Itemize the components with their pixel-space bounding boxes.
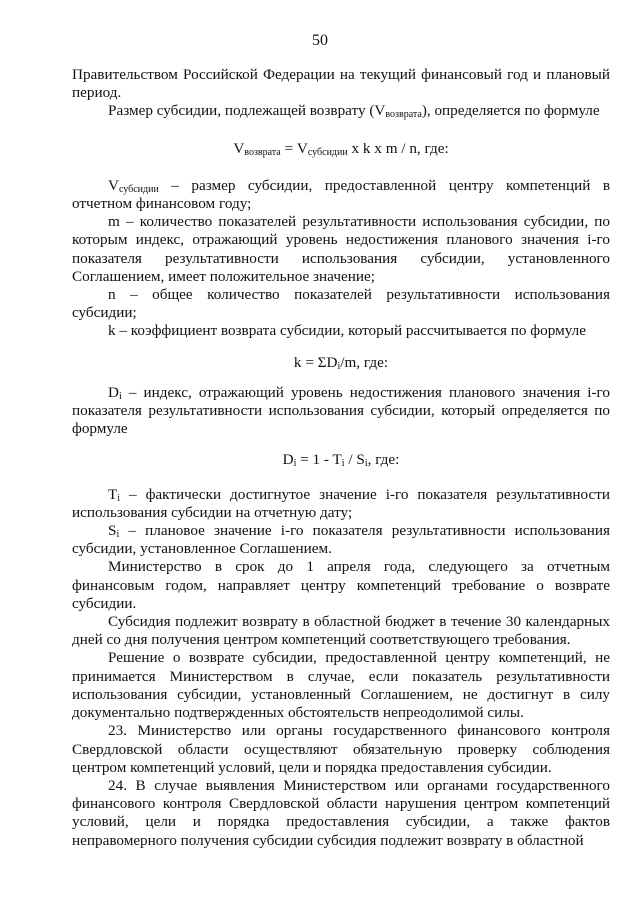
definition-v-subsidy: $V_{субсидии}$ – размер субсидии, предоставленной центру компетенций в отчетном финансовом году; [72, 176, 610, 213]
definition-d: $D_i$ – индекс, отражающий уровень недостижения планового значения i-го показателя результативности использования субсидии, который определяется по формуле [72, 383, 610, 438]
definition-m: m – количество показателей результативности использования субсидии, по которым индекс, отражающий уровень недостижения планового значения i-го показателя результативности использования субсидии, установленного Соглашением, имеет положительное значение; [72, 213, 610, 285]
paragraph-clause-24: 24. В случае выявления Министерством или органами государственного финансового контроля Свердловской области нарушения центром компетенций условий, цели и порядка предоставления субсидии, а также фактов неправомерного получения субсидии субсидия подлежит возврату в областной [72, 776, 610, 849]
formula-return-amount: $V_{возврата} = V_{субсидии}$ x k x m / n, где: [233, 139, 449, 158]
page-number: 50 [312, 32, 328, 49]
paragraph-return-deadline: Субсидия подлежит возврату в областной бюджет в течение 30 календарных дней со дня получения центром компетенций соответствующего требования. [72, 613, 610, 649]
paragraph-return-decision: Решение о возврате субсидии, предоставленной центру компетенций, не принимается Министерством в случае, если показатель результативности использования субсидии, установленный Соглашением, не достигнут в силу документально подтвержденных обстоятельств непреодолимой силы. [72, 649, 610, 722]
page-content [72, 66, 610, 850]
paragraph-intro: Правительством Российской Федерации на текущий финансовый год и плановый период. [72, 66, 610, 102]
definition-n: n – общее количество показателей результативности использования субсидии; [72, 286, 610, 322]
paragraph-subsidy-size: Размер субсидии, подлежащей возврату $(V_{возврата})$, определяется по формуле [108, 102, 600, 121]
paragraph-ministry-requirement: Министерство в срок до 1 апреля года, следующего за отчетным финансовым годом, направляет центру компетенций требование о возврате субсидии. [72, 558, 610, 612]
definition-t: $T_i$ – фактически достигнутое значение i-го показателя результативности использования субсидии на отчетную дату; [72, 485, 610, 521]
definition-s: $S_i$ – плановое значение i-го показателя результативности использования субсидии, установленное Соглашением. [72, 522, 610, 558]
paragraph-clause-23: 23. Министерство или органы государственного финансового контроля Свердловской области осуществляют обязательную проверку соблюдения центром компетенций условий, цели и порядка предоставления субсидии. [72, 722, 610, 776]
formula-k: $k = \Sigma D_i/m$, где: [293, 353, 389, 372]
formula-d: $D_i = 1 - T_i / S_i$, где: [282, 451, 400, 470]
definition-k: k – коэффициент возврата субсидии, который рассчитывается по формуле [108, 322, 586, 340]
